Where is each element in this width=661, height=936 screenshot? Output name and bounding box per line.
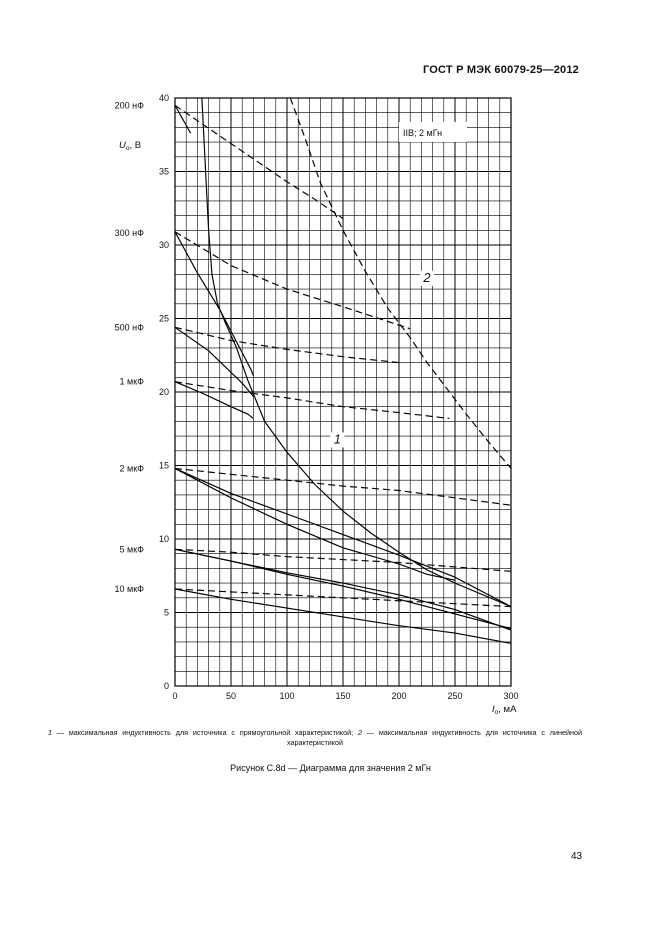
- x-tick-label: 300: [503, 691, 519, 701]
- x-tick-labels: [172, 691, 518, 701]
- x-tick-label: 150: [335, 691, 351, 701]
- y-tick-label: 35: [158, 166, 169, 177]
- y-axis-label-unit: , В: [129, 140, 142, 151]
- y-axis-label-symbol: U: [119, 140, 126, 151]
- y-tick-label: 25: [158, 313, 169, 324]
- legend-text-2: — максимальная индуктивность для источника с линейной характеристикой: [286, 728, 582, 747]
- y-tick-labels: [159, 93, 169, 691]
- x-axis-label: [492, 704, 517, 716]
- x-tick-label: 50: [225, 691, 237, 701]
- capacitance-label: 300 нФ: [114, 228, 144, 239]
- series-cap-1uF-rect: [175, 382, 253, 419]
- series-cap-200nF-rect: [175, 105, 191, 133]
- figure-legend: [48, 728, 582, 748]
- x-axis-label-symbol: I: [492, 704, 495, 715]
- series-curve-2: [290, 98, 511, 468]
- y-tick-label: 5: [163, 607, 169, 618]
- y-tick-label: 30: [158, 240, 169, 250]
- x-tick-label: 0: [172, 691, 178, 701]
- x-axis-label-subscript: o: [494, 709, 499, 716]
- y-tick-label: 0: [163, 681, 169, 691]
- annotation-box-label: IIB; 2 мГн: [403, 128, 443, 138]
- capacitance-label: 10 мкФ: [114, 583, 144, 594]
- legend-text-1: — максимальная индуктивность для источника с прямоугольной характеристикой;: [52, 728, 358, 737]
- curve-labels: [330, 270, 434, 448]
- y-axis-label-subscript: o: [125, 145, 130, 152]
- curve-label: 1: [333, 431, 342, 447]
- legend-number-2: 2: [357, 728, 362, 737]
- y-tick-label: 40: [158, 93, 169, 103]
- y-axis-label: [119, 140, 141, 152]
- legend-number-1: 1: [48, 728, 52, 737]
- x-axis-label-unit: , мА: [498, 704, 517, 715]
- x-tick-label: 200: [391, 691, 407, 701]
- curve-label: 2: [423, 269, 431, 285]
- y-tick-label: 15: [158, 460, 169, 471]
- capacitance-label: 1 мкФ: [119, 376, 144, 387]
- x-tick-label: 100: [279, 691, 295, 701]
- capacitance-label: 5 мкФ: [119, 544, 144, 555]
- series-cap-200nF-lin: [175, 105, 343, 218]
- y-tick-label: 20: [158, 387, 169, 397]
- document-header: ГОСТ Р МЭК 60079-25—2012: [422, 64, 579, 76]
- series-curve-1: [202, 98, 511, 607]
- capacitance-label: 500 нФ: [114, 322, 144, 333]
- y-tick-label: 10: [158, 534, 169, 544]
- capacitance-labels: [115, 100, 145, 594]
- page-number: 43: [571, 851, 583, 862]
- capacitance-label: 2 мкФ: [119, 463, 144, 474]
- capacitance-label: 200 нФ: [114, 100, 144, 111]
- x-tick-label: 250: [447, 691, 463, 701]
- figure-caption: Рисунок С.8d — Диаграмма для значения 2 мГн: [230, 763, 431, 773]
- annotation-box: [399, 122, 467, 142]
